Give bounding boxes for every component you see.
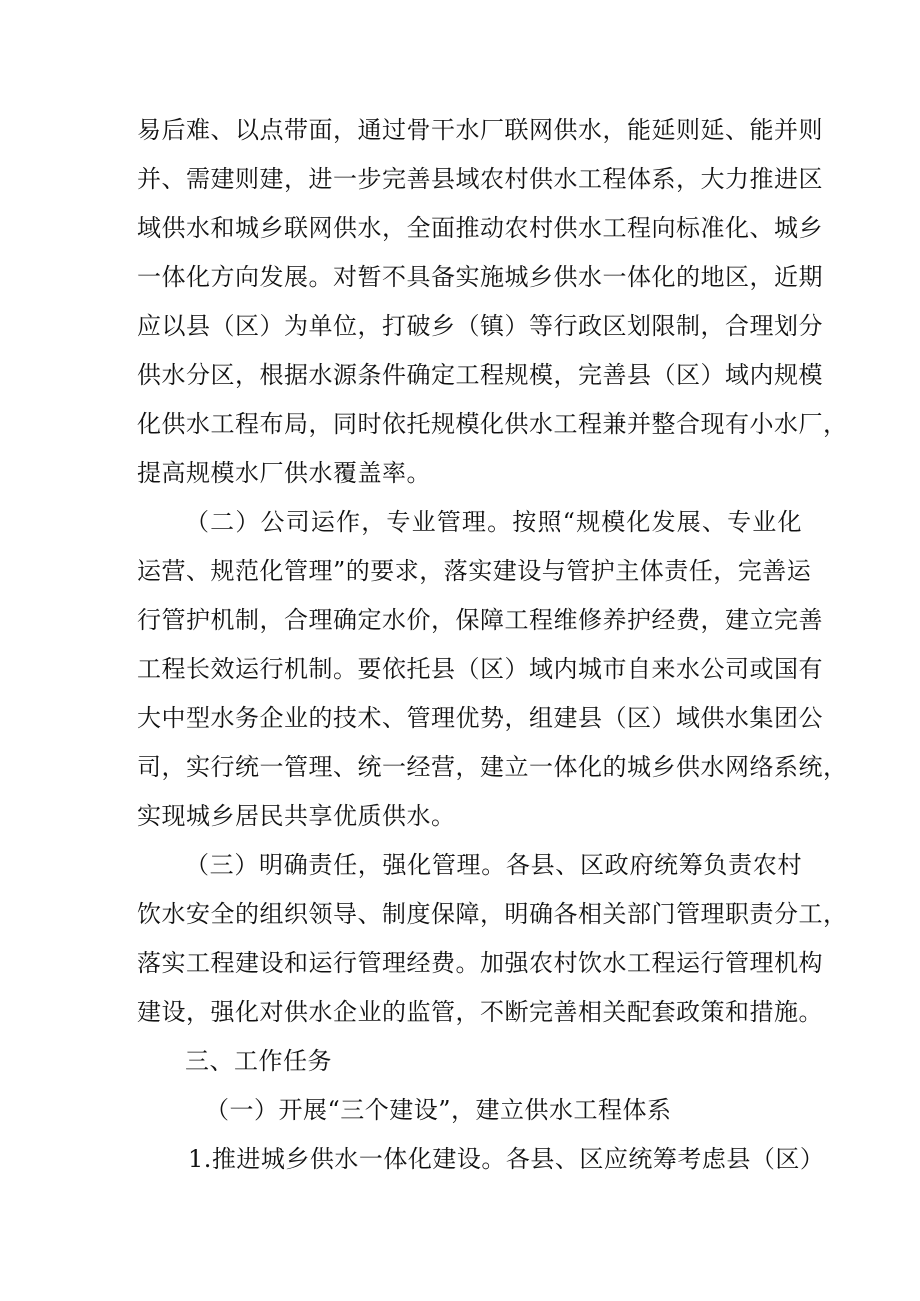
text-line: 实现城乡居民共享优质供水。 (137, 802, 456, 830)
text-line: （三）明确责任，强化管理。各县、区政府统筹负责农村 (185, 851, 802, 879)
text-line: 大中型水务企业的技术、管理优势，组建县（区）域供水集团公 (137, 704, 823, 732)
text-line: 易后难、以点带面，通过骨干水厂联网供水，能延则延、能并则 (137, 116, 823, 144)
text-line: （二）公司运作，专业管理。按照“规模化发展、专业化 (185, 508, 802, 536)
text-line: 并、需建则建，进一步完善县域农村供水工程体系，大力推进区 (137, 165, 823, 193)
list-item-1: 1.推进城乡供水一体化建设。各县、区应统筹考虑县（区） (188, 1145, 825, 1173)
text-line: 司，实行统一管理、统一经营，建立一体化的城乡供水网络系统， (137, 753, 848, 781)
text-line: 提高规模水厂供水覆盖率。 (137, 459, 431, 487)
text-line: 行管护机制，合理确定水价，保障工程维修养护经费，建立完善 (137, 606, 823, 634)
text-line: 一体化方向发展。对暂不具备实施城乡供水一体化的地区，近期 (137, 263, 823, 291)
text-line: 域供水和城乡联网供水，全面推动农村供水工程向标准化、城乡 (137, 214, 823, 242)
text-line: 供水分区，根据水源条件确定工程规模，完善县（区）域内规模 (137, 361, 823, 389)
text-line: 落实工程建设和运行管理经费。加强农村饮水工程运行管理机构 (137, 949, 823, 977)
text-line: 化供水工程布局，同时依托规模化供水工程兼并整合现有小水厂， (137, 410, 848, 438)
text-line: 饮水安全的组织领导、制度保障，明确各相关部门管理职责分工， (137, 900, 848, 928)
text-line: 工程长效运行机制。要依托县（区）域内城市自来水公司或国有 (137, 655, 823, 683)
subsection-heading: （一）开展“三个建设”，建立供水工程体系 (205, 1096, 672, 1124)
text-line: 应以县（区）为单位，打破乡（镇）等行政区划限制，合理划分 (137, 312, 823, 340)
text-line: 建设，强化对供水企业的监管，不断完善相关配套政策和措施。 (137, 998, 823, 1026)
text-line: 运营、规范化管理”的要求，落实建设与管护主体责任，完善运 (137, 557, 812, 585)
section-heading: 三、工作任务 (185, 1047, 332, 1075)
